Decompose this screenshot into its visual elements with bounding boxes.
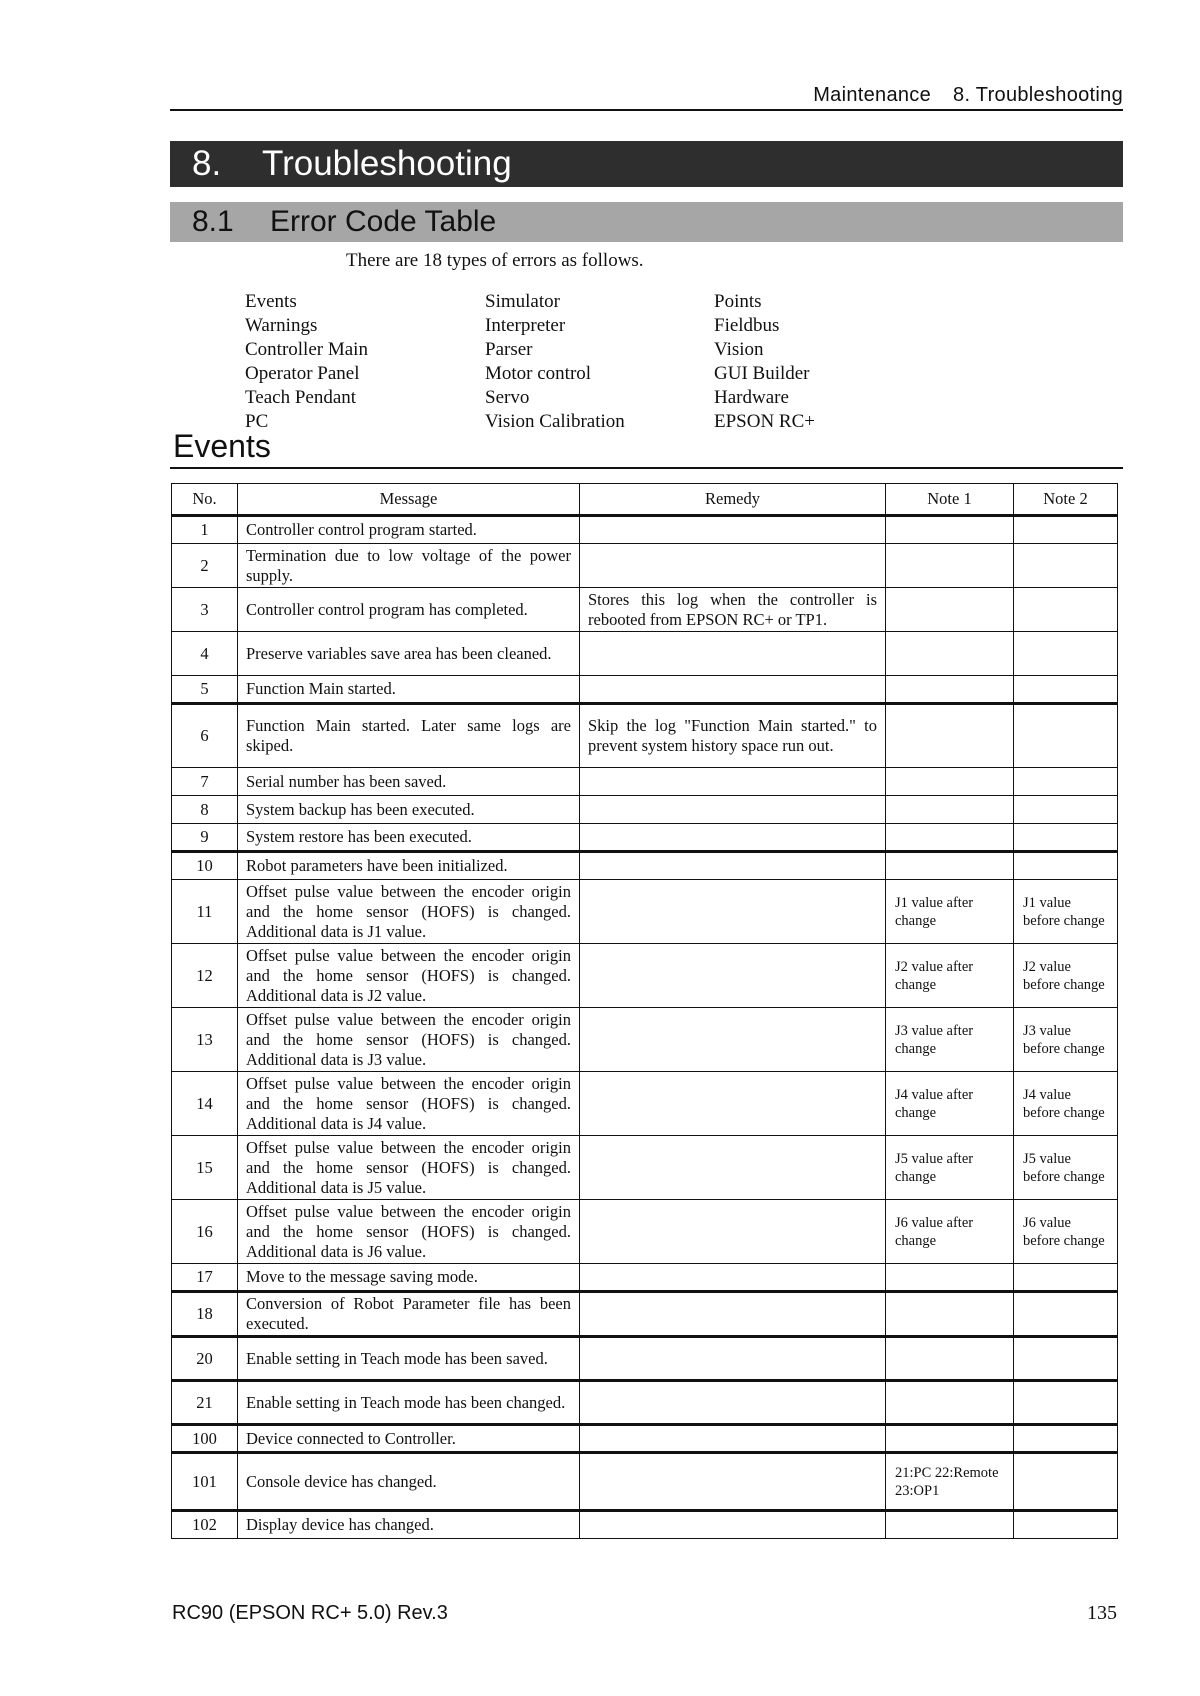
event-note1	[886, 1511, 1014, 1539]
event-remedy	[580, 768, 886, 796]
event-note2	[1014, 588, 1118, 632]
event-remedy	[580, 1453, 886, 1511]
event-number: 16	[172, 1200, 238, 1264]
event-note1: 21:PC 22:Remote 23:OP1	[886, 1453, 1014, 1511]
event-remedy	[580, 944, 886, 1008]
error-type-item: Vision	[714, 339, 764, 360]
event-note2	[1014, 824, 1118, 852]
error-type-item: Fieldbus	[714, 315, 780, 336]
event-note2	[1014, 1381, 1118, 1425]
event-note1: J6 value after change	[886, 1200, 1014, 1264]
event-message: Termination due to low voltage of the power supply.	[238, 544, 580, 588]
event-note1: J5 value after change	[886, 1136, 1014, 1200]
event-note2: J1 value before change	[1014, 880, 1118, 944]
event-message: Offset pulse value between the encoder origin and the home sensor (HOFS) is changed. Additional data is J6 value.	[238, 1200, 580, 1264]
event-note2	[1014, 768, 1118, 796]
error-type-item: Vision Calibration	[485, 411, 625, 432]
table-row	[172, 880, 1118, 944]
event-note2: J6 value before change	[1014, 1200, 1118, 1264]
event-note1	[886, 1292, 1014, 1337]
event-note1	[886, 704, 1014, 768]
column-header-no: No.	[172, 484, 238, 516]
table-row	[172, 544, 1118, 588]
error-type-item: Hardware	[714, 387, 789, 408]
table-row	[172, 1425, 1118, 1453]
event-note1	[886, 1381, 1014, 1425]
error-type-column	[485, 290, 625, 434]
event-note1	[886, 676, 1014, 704]
event-number: 3	[172, 588, 238, 632]
event-remedy	[580, 1337, 886, 1381]
event-remedy	[580, 632, 886, 676]
table-row	[172, 516, 1118, 544]
event-number: 20	[172, 1337, 238, 1381]
event-number: 10	[172, 852, 238, 880]
table-row	[172, 824, 1118, 852]
table-row	[172, 944, 1118, 1008]
event-remedy	[580, 1136, 886, 1200]
event-number: 100	[172, 1425, 238, 1453]
error-type-item: Warnings	[245, 315, 318, 336]
event-remedy	[580, 796, 886, 824]
intro-text: There are 18 types of errors as follows.	[346, 250, 644, 271]
event-number: 1	[172, 516, 238, 544]
event-note2	[1014, 1453, 1118, 1511]
events-heading: Events	[173, 428, 271, 464]
table-row	[172, 768, 1118, 796]
event-message: Function Main started. Later same logs are skiped.	[238, 704, 580, 768]
error-type-item: Events	[245, 291, 297, 312]
event-note2	[1014, 516, 1118, 544]
event-message: Serial number has been saved.	[238, 768, 580, 796]
event-remedy	[580, 1200, 886, 1264]
event-note2	[1014, 676, 1118, 704]
event-note2: J2 value before change	[1014, 944, 1118, 1008]
column-header-message: Message	[238, 484, 580, 516]
event-message: Offset pulse value between the encoder origin and the home sensor (HOFS) is changed. Additional data is J2 value.	[238, 944, 580, 1008]
table-row	[172, 588, 1118, 632]
event-message: Device connected to Controller.	[238, 1425, 580, 1453]
event-remedy	[580, 1008, 886, 1072]
error-type-column	[245, 290, 368, 434]
error-type-item: Interpreter	[485, 315, 566, 336]
event-note2	[1014, 704, 1118, 768]
event-number: 18	[172, 1292, 238, 1337]
page-number: 135	[1087, 1602, 1117, 1624]
error-type-item: PC	[245, 411, 269, 432]
event-note1	[886, 516, 1014, 544]
event-number: 6	[172, 704, 238, 768]
error-type-item: Points	[714, 291, 762, 312]
table-row	[172, 1381, 1118, 1425]
table-row	[172, 632, 1118, 676]
event-message: Controller control program started.	[238, 516, 580, 544]
event-note1	[886, 852, 1014, 880]
event-note1: J4 value after change	[886, 1072, 1014, 1136]
event-number: 15	[172, 1136, 238, 1200]
event-note1: J3 value after change	[886, 1008, 1014, 1072]
section-heading	[170, 202, 1123, 242]
event-remedy	[580, 880, 886, 944]
column-header-note2: Note 2	[1014, 484, 1118, 516]
event-number: 17	[172, 1264, 238, 1292]
event-message: Display device has changed.	[238, 1511, 580, 1539]
table-row	[172, 1200, 1118, 1264]
event-note1: J2 value after change	[886, 944, 1014, 1008]
event-remedy	[580, 1425, 886, 1453]
table-row	[172, 1072, 1118, 1136]
running-header-chapter: 8. Troubleshooting	[953, 84, 1123, 106]
event-message: Conversion of Robot Parameter file has been executed.	[238, 1292, 580, 1337]
error-type-item: Parser	[485, 339, 533, 360]
event-message: Console device has changed.	[238, 1453, 580, 1511]
error-type-item: Simulator	[485, 291, 560, 312]
event-note1	[886, 544, 1014, 588]
event-message: Preserve variables save area has been cleaned.	[238, 632, 580, 676]
event-note1	[886, 768, 1014, 796]
table-row	[172, 1136, 1118, 1200]
event-remedy	[580, 1072, 886, 1136]
event-number: 4	[172, 632, 238, 676]
table-row	[172, 704, 1118, 768]
event-number: 12	[172, 944, 238, 1008]
event-note1	[886, 632, 1014, 676]
event-number: 7	[172, 768, 238, 796]
error-type-item: Motor control	[485, 363, 592, 384]
table-row	[172, 1292, 1118, 1337]
table-row	[172, 1008, 1118, 1072]
table-row	[172, 1337, 1118, 1381]
event-note2	[1014, 1337, 1118, 1381]
event-note2: J5 value before change	[1014, 1136, 1118, 1200]
event-number: 5	[172, 676, 238, 704]
event-message: Offset pulse value between the encoder origin and the home sensor (HOFS) is changed. Additional data is J3 value.	[238, 1008, 580, 1072]
header-rule	[170, 109, 1123, 111]
event-message: Offset pulse value between the encoder origin and the home sensor (HOFS) is changed. Additional data is J1 value.	[238, 880, 580, 944]
running-header-section: Maintenance	[813, 84, 932, 106]
event-message: Function Main started.	[238, 676, 580, 704]
event-note2	[1014, 796, 1118, 824]
error-type-item: GUI Builder	[714, 363, 810, 384]
event-note2	[1014, 1264, 1118, 1292]
error-type-item: Teach Pendant	[245, 387, 357, 408]
event-remedy	[580, 1511, 886, 1539]
event-note2	[1014, 544, 1118, 588]
chapter-heading	[170, 141, 1123, 187]
event-note2	[1014, 852, 1118, 880]
event-number: 21	[172, 1381, 238, 1425]
table-row	[172, 1453, 1118, 1511]
event-message: Enable setting in Teach mode has been saved.	[238, 1337, 580, 1381]
event-number: 14	[172, 1072, 238, 1136]
event-remedy: Stores this log when the controller is rebooted from EPSON RC+ or TP1.	[580, 588, 886, 632]
event-remedy	[580, 544, 886, 588]
event-note1	[886, 588, 1014, 632]
event-number: 102	[172, 1511, 238, 1539]
table-row	[172, 852, 1118, 880]
footer-manual-title: RC90 (EPSON RC+ 5.0) Rev.3	[172, 1602, 448, 1624]
event-message: Robot parameters have been initialized.	[238, 852, 580, 880]
event-number: 9	[172, 824, 238, 852]
error-type-item: Operator Panel	[245, 363, 360, 384]
table-row	[172, 796, 1118, 824]
table-row	[172, 676, 1118, 704]
column-header-note1: Note 1	[886, 484, 1014, 516]
error-type-column	[714, 290, 815, 434]
event-number: 2	[172, 544, 238, 588]
event-message: System restore has been executed.	[238, 824, 580, 852]
event-remedy	[580, 1264, 886, 1292]
event-message: System backup has been executed.	[238, 796, 580, 824]
error-type-item: Servo	[485, 387, 530, 408]
event-number: 101	[172, 1453, 238, 1511]
event-message: Enable setting in Teach mode has been changed.	[238, 1381, 580, 1425]
event-remedy	[580, 824, 886, 852]
table-row	[172, 1264, 1118, 1292]
event-note2	[1014, 1511, 1118, 1539]
event-note2	[1014, 1292, 1118, 1337]
event-message: Move to the message saving mode.	[238, 1264, 580, 1292]
event-remedy	[580, 852, 886, 880]
event-note2: J3 value before change	[1014, 1008, 1118, 1072]
section-title: Error Code Table	[270, 205, 497, 238]
event-note1	[886, 796, 1014, 824]
event-number: 8	[172, 796, 238, 824]
event-message: Offset pulse value between the encoder origin and the home sensor (HOFS) is changed. Additional data is J5 value.	[238, 1136, 580, 1200]
error-code-table	[171, 483, 1118, 1539]
event-note1	[886, 1425, 1014, 1453]
event-remedy	[580, 1292, 886, 1337]
event-message: Offset pulse value between the encoder origin and the home sensor (HOFS) is changed. Additional data is J4 value.	[238, 1072, 580, 1136]
event-number: 13	[172, 1008, 238, 1072]
table-header-row	[172, 484, 1118, 516]
running-header	[170, 84, 1123, 107]
table-row	[172, 1511, 1118, 1539]
events-rule	[170, 467, 1123, 469]
event-note2	[1014, 1425, 1118, 1453]
event-note1: J1 value after change	[886, 880, 1014, 944]
event-note2: J4 value before change	[1014, 1072, 1118, 1136]
event-note1	[886, 1337, 1014, 1381]
error-type-item: EPSON RC+	[714, 411, 815, 432]
section-number: 8.1	[192, 205, 234, 238]
event-remedy	[580, 676, 886, 704]
event-number: 11	[172, 880, 238, 944]
event-remedy	[580, 516, 886, 544]
event-message: Controller control program has completed.	[238, 588, 580, 632]
column-header-remedy: Remedy	[580, 484, 886, 516]
event-note1	[886, 824, 1014, 852]
event-note2	[1014, 632, 1118, 676]
error-type-item: Controller Main	[245, 339, 368, 360]
event-note1	[886, 1264, 1014, 1292]
chapter-number: 8.	[192, 144, 222, 183]
table-body	[172, 516, 1118, 1539]
chapter-title: Troubleshooting	[262, 144, 512, 183]
event-remedy	[580, 1381, 886, 1425]
event-remedy: Skip the log "Function Main started." to prevent system history space run out.	[580, 704, 886, 768]
